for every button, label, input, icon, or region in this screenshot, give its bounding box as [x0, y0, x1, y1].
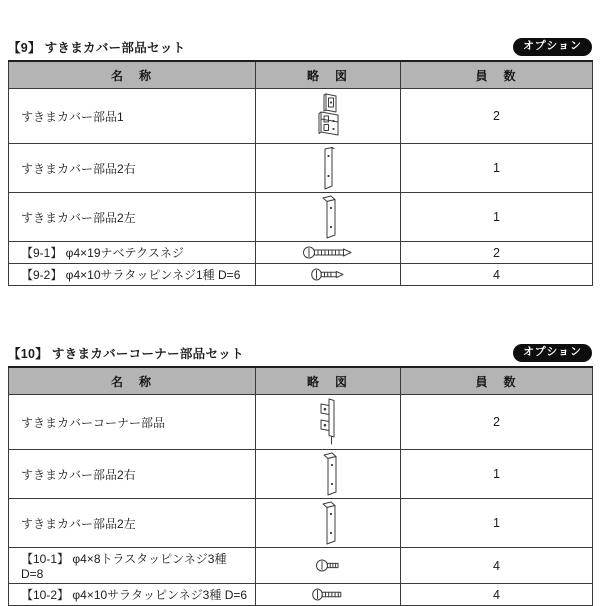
gap-cover-strip-left-icon	[256, 195, 400, 239]
parts-set-9-section	[8, 38, 592, 286]
part-diagram-cell	[256, 242, 401, 264]
part-qty: 4	[401, 264, 593, 286]
table-row	[9, 242, 593, 264]
part-diagram-cell	[256, 499, 401, 548]
part-name: すきまカバー部品2左	[9, 499, 256, 548]
column-header-diagram: 略 図	[256, 61, 401, 89]
part-diagram-cell	[256, 193, 401, 242]
option-badge: オプション	[513, 344, 592, 362]
part-name: 【10-1】 φ4×8トラスタッピンネジ3種 D=8	[9, 548, 256, 584]
part-name: すきまカバーコーナー部品	[9, 395, 256, 450]
part-diagram-cell	[256, 548, 401, 584]
part-name: すきまカバー部品2右	[9, 450, 256, 499]
table-header-row	[9, 367, 593, 395]
part-qty: 1	[401, 144, 593, 193]
table-row	[9, 584, 593, 606]
part-qty: 4	[401, 548, 593, 584]
part-qty: 2	[401, 242, 593, 264]
column-header-qty: 員 数	[401, 367, 593, 395]
part-diagram-cell	[256, 144, 401, 193]
parts-table-10	[8, 366, 593, 606]
part-qty: 2	[401, 89, 593, 144]
table-header-row	[9, 61, 593, 89]
part-diagram-cell	[256, 89, 401, 144]
part-name: 【10-2】 φ4×10サラタッピンネジ3種 D=6	[9, 584, 256, 606]
column-header-qty: 員 数	[401, 61, 593, 89]
gap-cover-strip-right-icon	[256, 146, 400, 190]
part-name: すきまカバー部品1	[9, 89, 256, 144]
table-row	[9, 144, 593, 193]
part-diagram-cell	[256, 264, 401, 286]
part-name: すきまカバー部品2右	[9, 144, 256, 193]
table-row	[9, 264, 593, 286]
column-header-name: 名 称	[9, 367, 256, 395]
part-name: 【9-1】 φ4×19ナベテクスネジ	[9, 242, 256, 264]
part-name: すきまカバー部品2左	[9, 193, 256, 242]
section-10-header	[8, 344, 592, 362]
part-qty: 4	[401, 584, 593, 606]
option-badge: オプション	[513, 38, 592, 56]
truss-head-tapping-screw-icon	[256, 558, 400, 573]
part-diagram-cell	[256, 395, 401, 450]
part-qty: 1	[401, 193, 593, 242]
gap-cover-part1-icon	[256, 91, 400, 141]
section-9-title: 【9】 すきまカバー部品セット	[8, 41, 186, 55]
parts-table-9	[8, 60, 593, 286]
column-header-diagram: 略 図	[256, 367, 401, 395]
gap-cover-strip-right-icon	[256, 452, 400, 496]
part-qty: 2	[401, 395, 593, 450]
flat-head-tapping-screw-icon	[256, 267, 400, 282]
column-header-name: 名 称	[9, 61, 256, 89]
part-name: 【9-2】 φ4×10サラタッピンネジ1種 D=6	[9, 264, 256, 286]
table-row	[9, 193, 593, 242]
gap-cover-strip-left-icon	[256, 501, 400, 545]
parts-set-10-section	[8, 344, 592, 606]
section-10-title: 【10】 すきまカバーコーナー部品セット	[8, 347, 244, 361]
part-qty: 1	[401, 450, 593, 499]
part-qty: 1	[401, 499, 593, 548]
part-diagram-cell	[256, 584, 401, 606]
table-row	[9, 450, 593, 499]
table-row	[9, 499, 593, 548]
table-row	[9, 395, 593, 450]
table-row	[9, 548, 593, 584]
gap-cover-corner-part-icon	[256, 397, 400, 447]
section-9-header	[8, 38, 592, 56]
table-row	[9, 89, 593, 144]
part-diagram-cell	[256, 450, 401, 499]
pan-head-tex-screw-icon	[256, 245, 400, 260]
